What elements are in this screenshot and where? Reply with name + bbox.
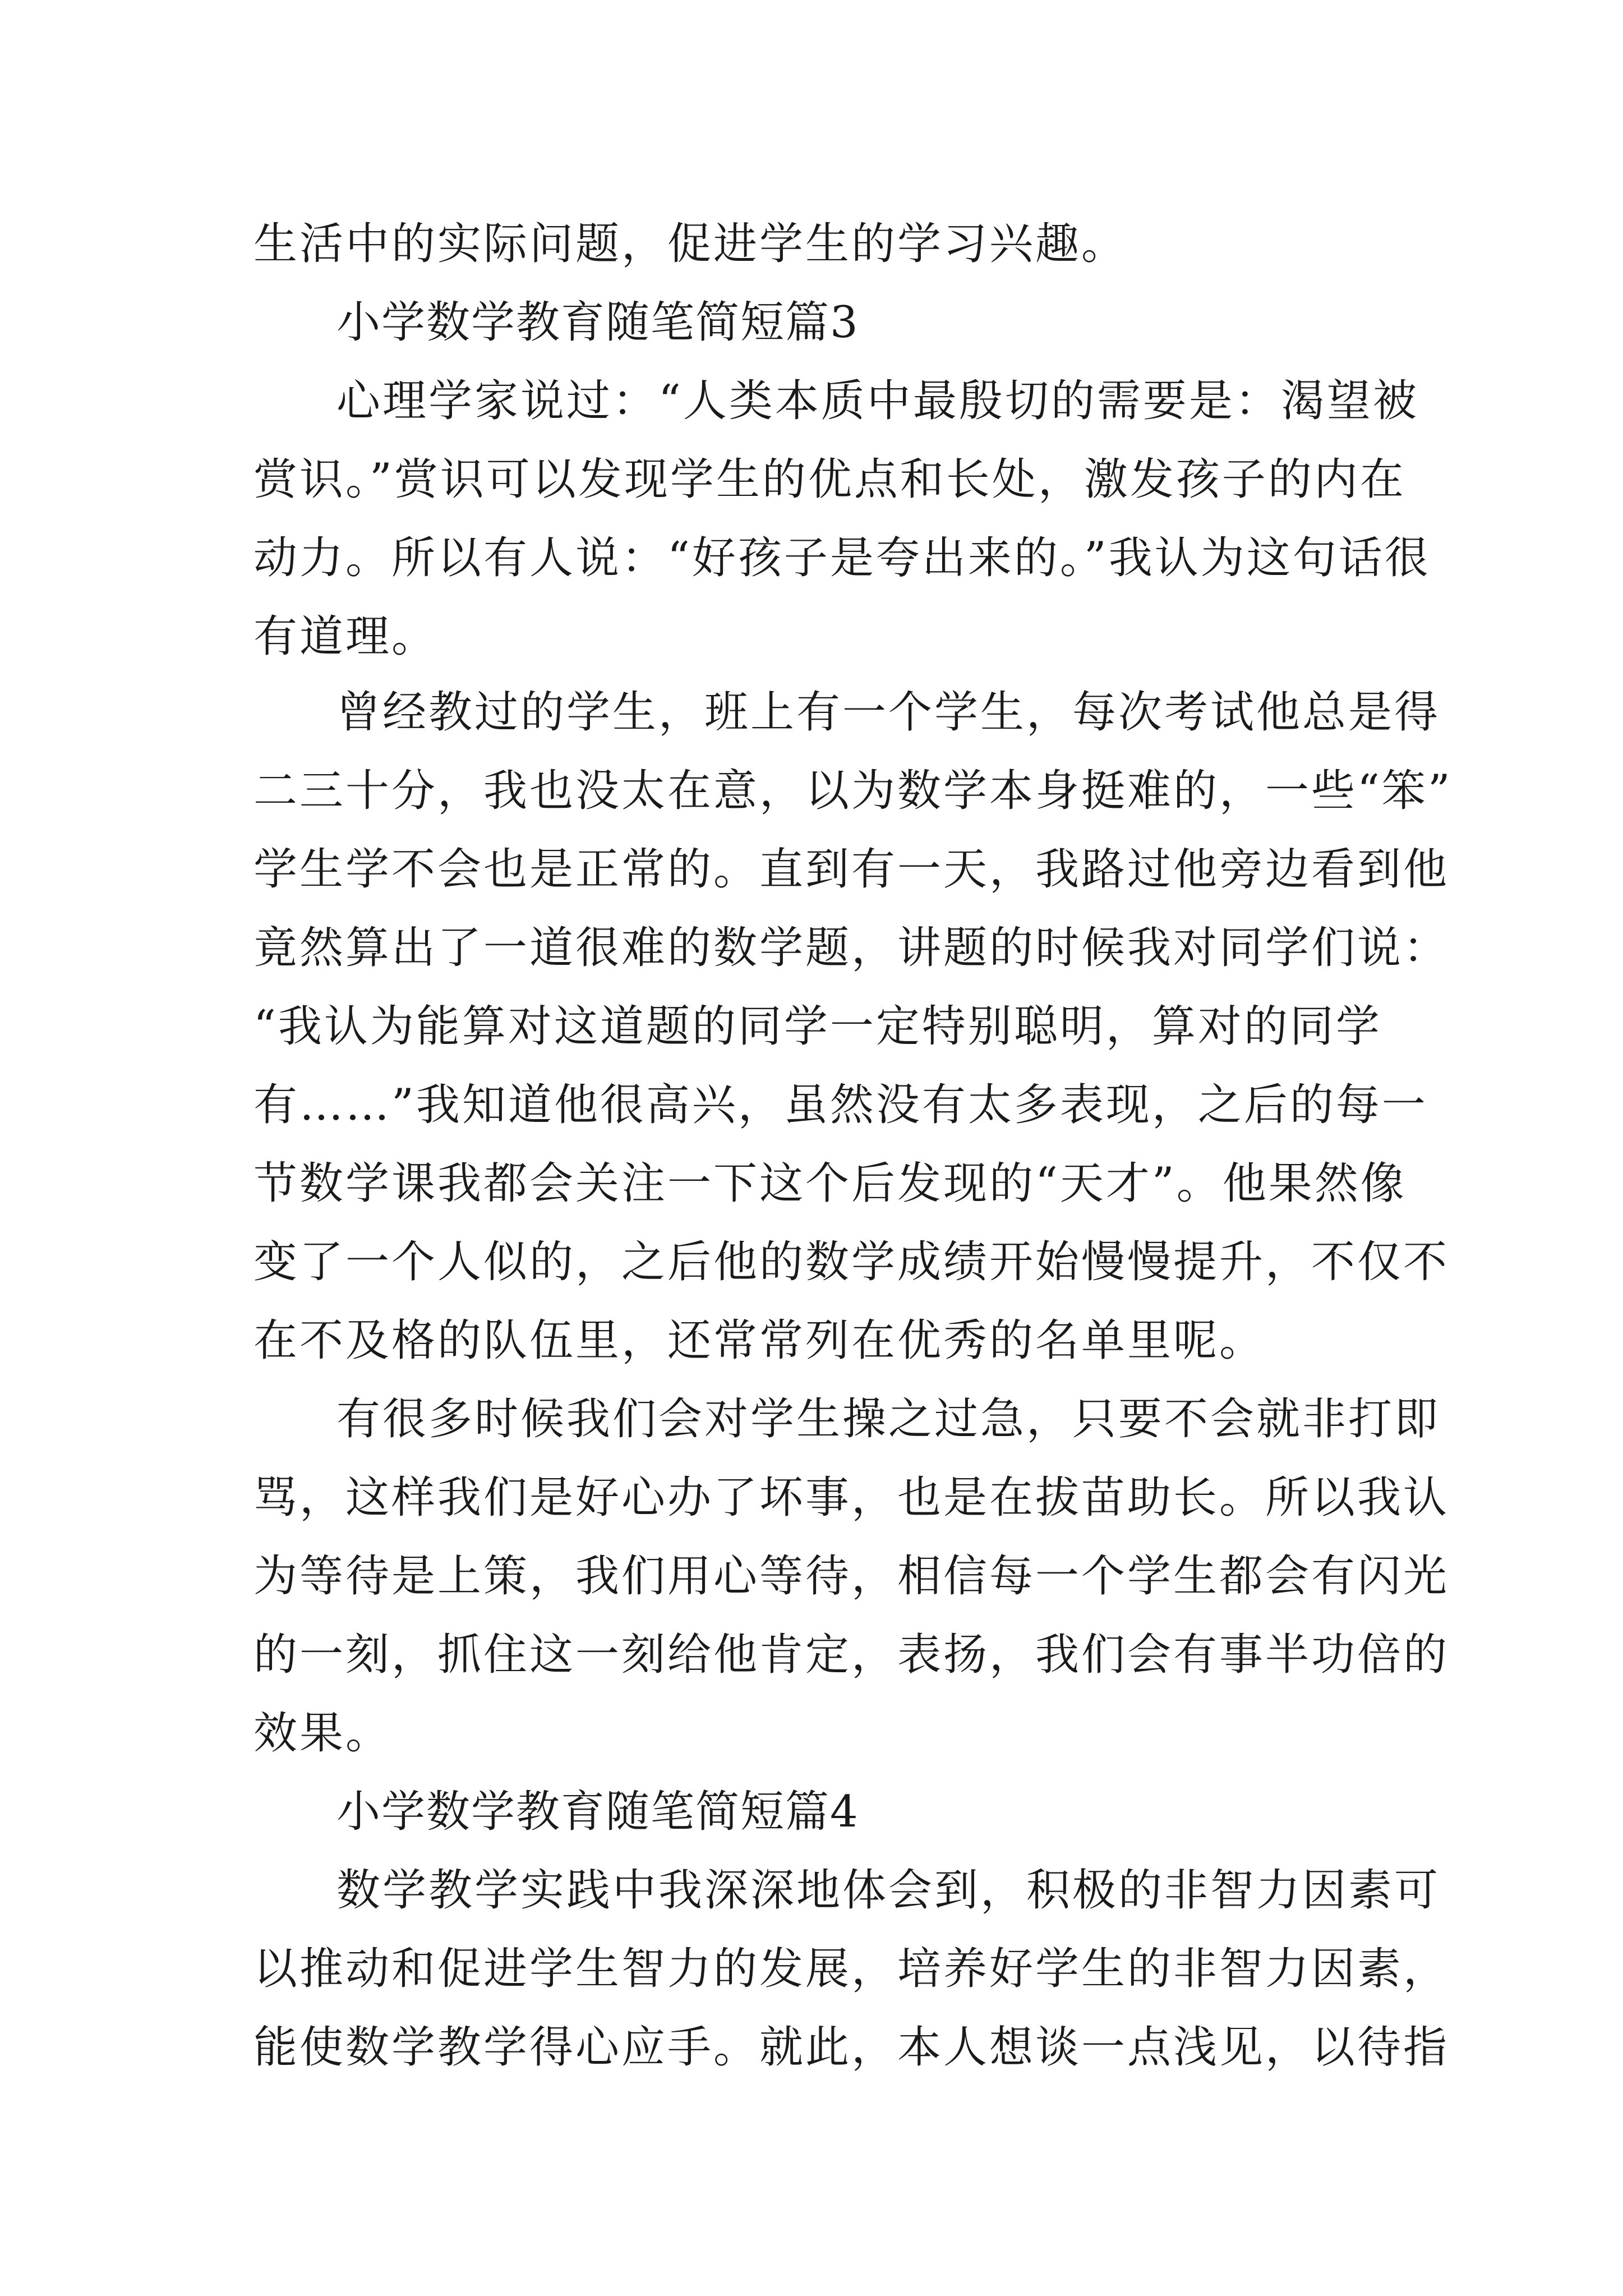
section-title: 小学数学教育随笔简短篇3 — [336, 297, 859, 348]
paragraph-line: 有很多时候我们会对学生操之过急，只要不会就非打即 — [336, 1394, 1441, 1444]
paragraph-line: 有……”我知道他很高兴，虽然没有太多表现，之后的每一 — [253, 1080, 1428, 1130]
paragraph-line: 以推动和促进学生智力的发展，培养好学生的非智力因素， — [253, 1944, 1450, 1994]
paragraph-line: 学生学不会也是正常的。直到有一天，我路过他旁边看到他 — [253, 844, 1450, 895]
paragraph-line: 曾经教过的学生，班上有一个学生，每次考试他总是得 — [336, 687, 1441, 738]
paragraph-line: 节数学课我都会关注一下这个后发现的“天才”。他果然像 — [253, 1158, 1407, 1209]
paragraph-line: 效果。 — [253, 1708, 392, 1759]
paragraph-line: 在不及格的队伍里，还常常列在优秀的名单里呢。 — [253, 1315, 1266, 1366]
paragraph-line: 骂，这样我们是好心办了坏事，也是在拔苗助长。所以我认 — [253, 1473, 1450, 1523]
paragraph-line: 赏识。”赏识可以发现学生的优点和长处，激发孩子的内在 — [253, 454, 1406, 505]
section-title: 小学数学教育随笔简短篇4 — [336, 1787, 859, 1837]
paragraph-line: 有道理。 — [253, 611, 438, 662]
paragraph-line: 能使数学教学得心应手。就此，本人想谈一点浅见，以待指 — [253, 2022, 1450, 2073]
paragraph-line: 动力。所以有人说：“好孩子是夸出来的。”我认为这句话很 — [253, 533, 1431, 583]
paragraph-line: 的一刻，抓住这一刻给他肯定，表扬，我们会有事半功倍的 — [253, 1630, 1450, 1680]
paragraph-line: 为等待是上策，我们用心等待，相信每一个学生都会有闪光 — [253, 1551, 1450, 1602]
paragraph-line: 心理学家说过：“人类本质中最殷切的需要是：渴望被 — [336, 376, 1419, 426]
paragraph-line: 生活中的实际问题，促进学生的学习兴趣。 — [253, 219, 1128, 269]
paragraph-line: “我认为能算对这道题的同学一定特别聪明，算对的同学 — [253, 1001, 1382, 1052]
paragraph-line: 变了一个人似的，之后他的数学成绩开始慢慢提升，不仅不 — [253, 1237, 1450, 1287]
paragraph-line: 竟然算出了一道很难的数学题，讲题的时候我对同学们说： — [253, 923, 1450, 973]
paragraph-line: 二三十分，我也没太在意，以为数学本身挺难的，一些“笨” — [253, 766, 1453, 816]
paragraph-line: 数学教学实践中我深深地体会到，积极的非智力因素可 — [336, 1865, 1441, 1916]
